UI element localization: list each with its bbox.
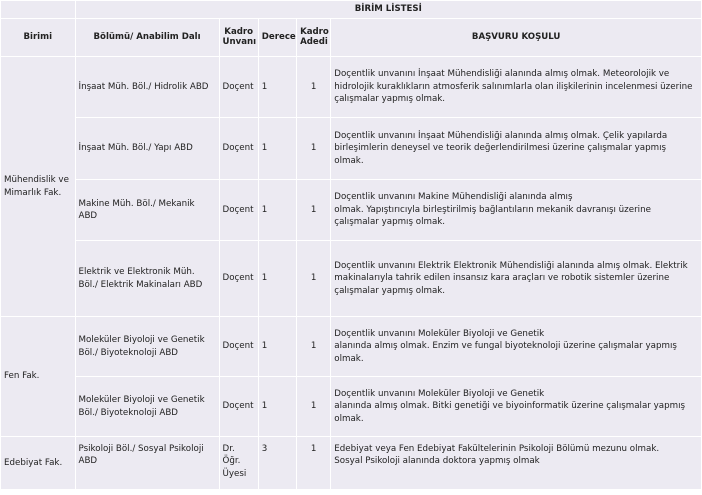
degree-cell: 1 xyxy=(259,118,296,179)
header-condition: BAŞVURU KOŞULU xyxy=(331,19,701,56)
degree-cell: 1 xyxy=(259,180,296,240)
unit-cell-science: Fen Fak. xyxy=(1,317,75,436)
condition-cell: Doçentlik unvanını İnşaat Mühendisliği alanında almış olmak. Meteorolojik ve hidrolojik kuraklıkların atmosferik salınımlarla olan ilişkilerinin incelenmesi üzerine çalışmalar yapmış olmak. xyxy=(331,57,701,117)
header-dept: Bölümü/ Anabilim Dalı xyxy=(76,19,219,56)
condition-cell: Doçentlik unvanını İnşaat Mühendisliği alanında almış olmak. Çelik yapılarda birleşimlerin deneysel ve teorik değerlendirilmesi üzerine çalışmalar yapmış olmak. xyxy=(331,118,701,179)
condition-line: Sosyal Psikoloji alanında doktora yapmış olmak xyxy=(334,456,540,467)
condition-cell xyxy=(331,180,701,240)
condition-cell xyxy=(331,377,701,436)
dept-cell: Moleküler Biyoloji ve Genetik Böl./ Biyoteknoloji ABD xyxy=(76,317,219,376)
condition-cell xyxy=(331,437,701,489)
count-cell: 1 xyxy=(297,241,330,316)
dept-cell: Moleküler Biyoloji ve Genetik Böl./ Biyoteknoloji ABD xyxy=(76,377,219,436)
condition-line: Doçentlik unvanını Moleküler Biyoloji ve Genetik xyxy=(334,328,545,339)
title-cell: Doçent xyxy=(220,118,258,179)
condition-line: olmak. Yapıştırıcıyla birleştirilmiş bağlantıların mekanik davranışı üzerine çalışmalar yapmış olmak. xyxy=(334,204,651,228)
header-degree: Derece xyxy=(259,19,296,56)
header-title: Kadro Unvanı xyxy=(220,19,258,56)
blank-corner xyxy=(1,1,75,18)
table-row xyxy=(1,180,701,240)
unit-cell-engineering: Mühendislik ve Mimarlık Fak. xyxy=(1,57,75,316)
header-unit: Birimi xyxy=(1,19,75,56)
header-row xyxy=(1,19,701,56)
count-cell: 1 xyxy=(297,377,330,436)
condition-cell xyxy=(331,317,701,376)
table-title: BİRİM LİSTESİ xyxy=(76,1,701,18)
dept-cell: Psikoloji Böl./ Sosyal Psikoloji ABD xyxy=(76,437,219,489)
dept-cell: Makine Müh. Böl./ Mekanik ABD xyxy=(76,180,219,240)
title-cell: Dr. Öğr. Üyesi xyxy=(220,437,258,489)
title-cell: Doçent xyxy=(220,377,258,436)
table-row xyxy=(1,57,701,117)
title-cell: Doçent xyxy=(220,57,258,117)
condition-line: Doçentlik unvanını Elektrik Elektronik Mühendisliği alanında almış olmak. Elektrik makinalarıyla tahrik edilen insansız kara araçları ve robotik sistemler üzerine xyxy=(334,260,688,284)
table-row xyxy=(1,437,701,489)
title-cell: Doçent xyxy=(220,317,258,376)
condition-line: Doçentlik unvanını Makine Mühendisliği alanında almış xyxy=(334,192,573,203)
condition-cell xyxy=(331,241,701,316)
table-row xyxy=(1,118,701,179)
degree-cell: 1 xyxy=(259,57,296,117)
table-row xyxy=(1,241,701,316)
dept-cell: Elektrik ve Elektronik Müh. Böl./ Elektrik Makinaları ABD xyxy=(76,241,219,316)
dept-cell: İnşaat Müh. Böl./ Hidrolik ABD xyxy=(76,57,219,117)
degree-cell: 1 xyxy=(259,377,296,436)
table-row xyxy=(1,317,701,376)
unit-cell-literature: Edebiyat Fak. xyxy=(1,437,75,489)
degree-cell: 1 xyxy=(259,241,296,316)
condition-line: Edebiyat veya Fen Edebiyat Fakültelerinin Psikoloji Bölümü mezunu olmak. xyxy=(334,444,660,454)
condition-line: alanında almış olmak. Enzim ve fungal biyoteknoloji üzerine çalışmalar yapmış olmak. xyxy=(334,341,677,364)
title-cell: Doçent xyxy=(220,180,258,240)
count-cell: 1 xyxy=(297,317,330,376)
count-cell: 1 xyxy=(297,437,330,489)
title-cell: Doçent xyxy=(220,241,258,316)
condition-line: alanında almış olmak. Bitki genetiği ve biyoinformatik üzerine çalışmalar yapmış olmak. xyxy=(334,401,686,424)
condition-line: Doçentlik unvanını Moleküler Biyoloji ve Genetik xyxy=(334,388,545,399)
table-row xyxy=(1,377,701,436)
dept-cell: İnşaat Müh. Böl./ Yapı ABD xyxy=(76,118,219,179)
degree-cell: 1 xyxy=(259,317,296,376)
count-cell: 1 xyxy=(297,180,330,240)
count-cell: 1 xyxy=(297,57,330,117)
count-cell: 1 xyxy=(297,118,330,179)
title-row xyxy=(1,1,701,18)
condition-line: çalışmalar yapmış olmak. xyxy=(334,285,446,296)
header-count: Kadro Adedi xyxy=(297,19,330,56)
degree-cell: 3 xyxy=(259,437,296,489)
